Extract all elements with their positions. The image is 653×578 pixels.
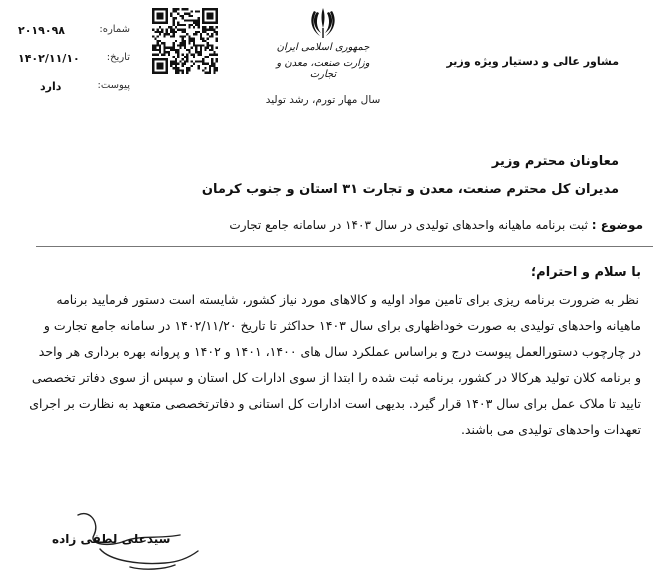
letter-date-value: ۱۴۰۲/۱۱/۱۰ (18, 52, 80, 65)
letter-number-row (18, 24, 130, 42)
subject-text: ثبت برنامه ماهیانه واحدهای تولیدی در سال ۱۴۰۳ در سامانه جامع تجارت (229, 218, 588, 232)
letter-number-value: ۲۰۱۹۰۹۸ (18, 24, 65, 37)
letter-number-label: شماره: (99, 24, 130, 35)
body-line-6: تعهدات واحدهای تولیدی می باشند. (461, 422, 641, 437)
qr-code-icon (152, 8, 218, 74)
addressee-line-2: مدیران کل محترم صنعت، معدن و تجارت ۳۱ استان و جنوب کرمان (201, 182, 619, 197)
org-name-line2: وزارت صنعت، معدن و تجارت (276, 58, 370, 80)
body-line-2: ماهیانه واحدهای تولیدی به صورت خوداظهاری برای سال ۱۴۰۳ حداکثر تا تاریخ ۱۴۰۲/۱۱/۲۰ در سامانه جامع تجارت و (43, 318, 641, 333)
body-line-5: تایید تا ملاک عمل برای سال ۱۴۰۳ قرار گیرد. بدیهی است ادارات کل استانی و دفاترتخصصی متعهد به نظارت بر اجرای (29, 396, 641, 411)
body-line-3: در چارچوب دستورالعمل پیوست درج و براساس عملکرد سال های ۱۴۰۰، ۱۴۰۱ و ۱۴۰۲ و پروانه بهره برداری هر واحد (38, 344, 641, 359)
subject-label: موضوع : (591, 218, 643, 232)
greeting: با سلام و احترام؛ (530, 265, 641, 280)
letter-attachment-label: پیوست: (97, 80, 130, 91)
subject-divider (36, 246, 653, 247)
letter-date-row (18, 52, 130, 70)
subject-line (229, 218, 643, 232)
sender-title: مشاور عالی و دستیار ویژه وزیر (446, 55, 619, 68)
body-line-4: و برنامه کلان تولید هرکالا در کشور، برنامه ثبت شده را ابتدا از سوی ادارات کل استان و سپس از سوی دفاتر تخصصی (31, 370, 641, 385)
letter-attachment-value: دارد (40, 80, 62, 93)
year-slogan: سال مهار تورم، رشد تولید (265, 94, 381, 106)
iran-emblem-icon (308, 6, 338, 40)
signatory-name: سیدعلی لطفی زاده (52, 532, 171, 546)
body-line-1: نظر به ضرورت برنامه ریزی برای تامین مواد اولیه و کالاهای مورد نیاز کشور، شایسته است دستور فرمایید برنامه (56, 292, 639, 307)
addressee-line-1: معاونان محترم وزیر (491, 154, 619, 169)
letter-date-label: تاریخ: (106, 52, 130, 63)
letter-attachment-row (18, 80, 130, 98)
org-name-line1: جمهوری اسلامی ایران (276, 42, 370, 53)
